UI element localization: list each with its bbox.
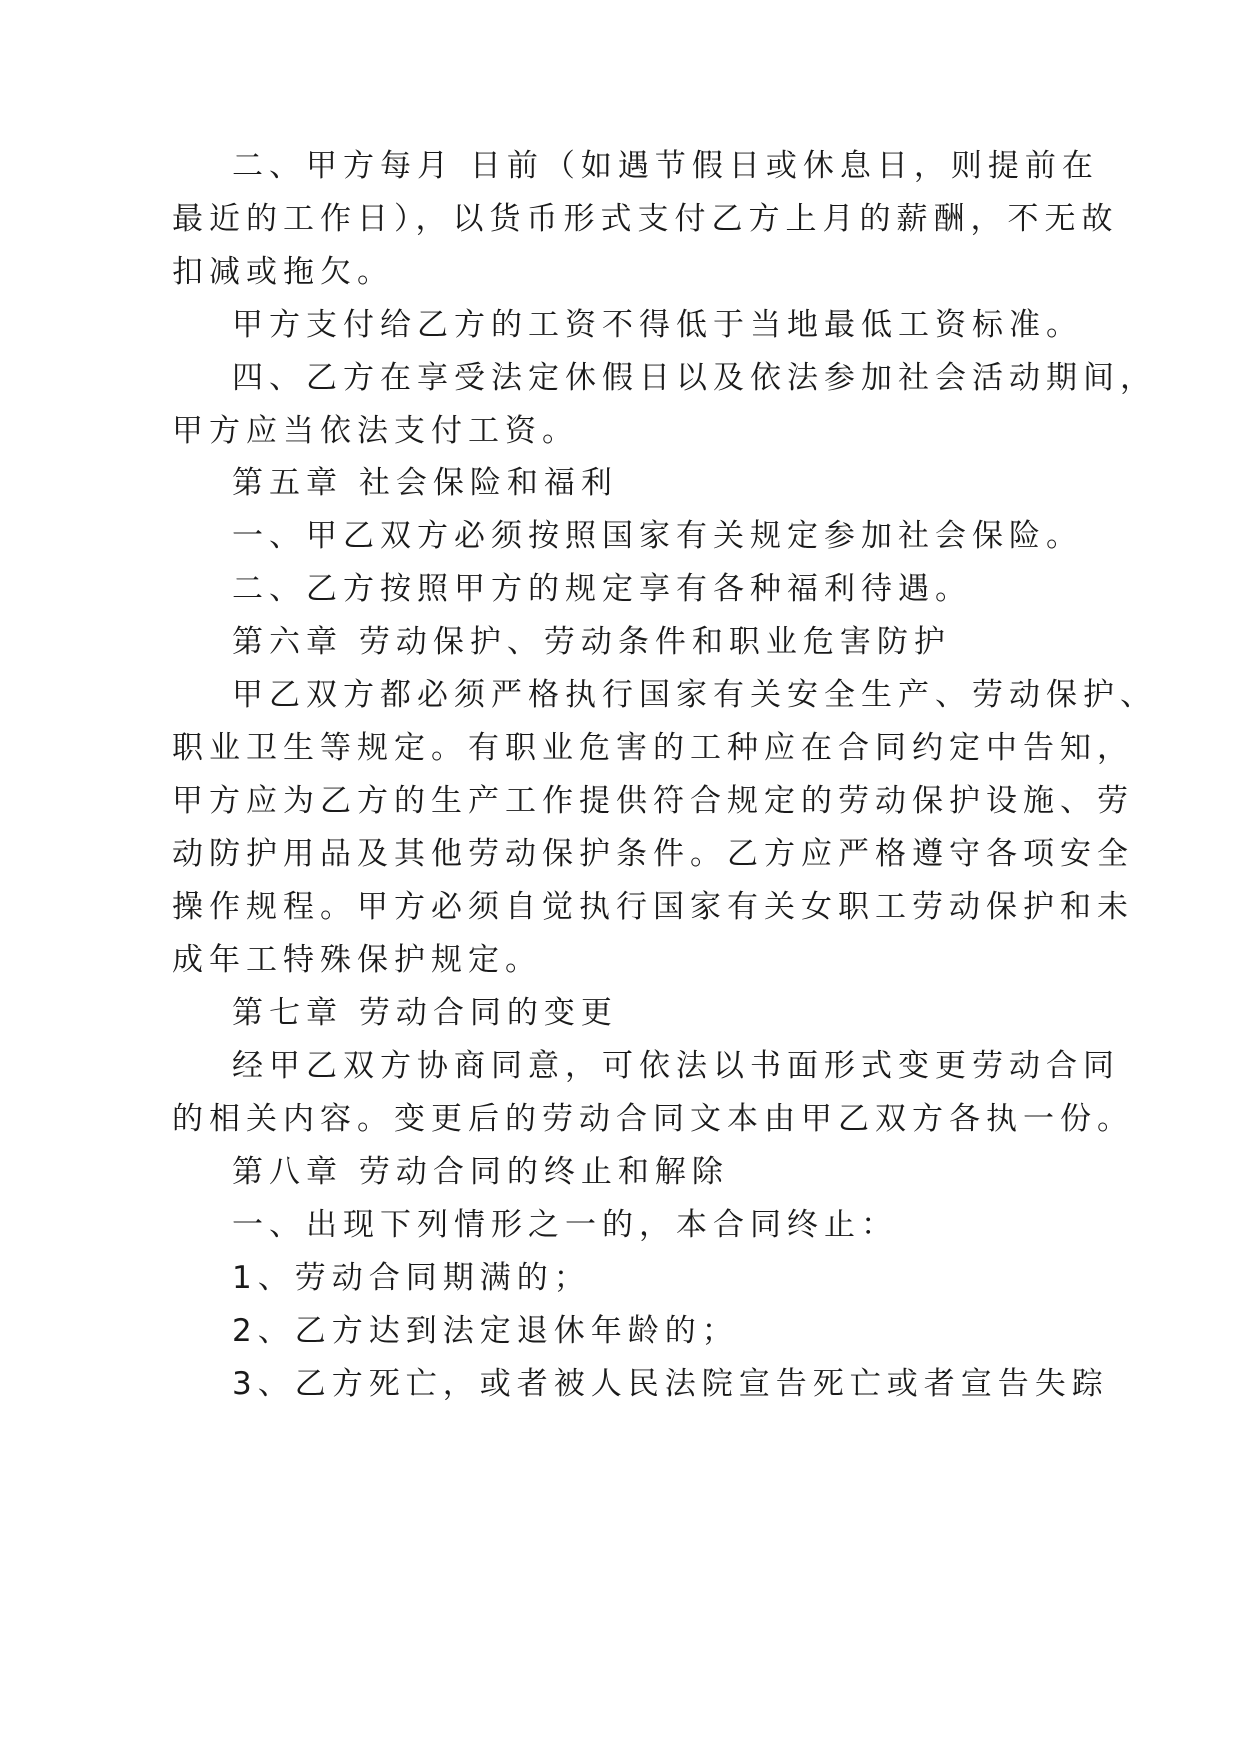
text-line: 扣减或拖欠。: [172, 254, 394, 290]
text-line: 成年工特殊保护规定。: [172, 942, 542, 978]
text-line: 甲乙双方都必须严格执行国家有关安全生产、劳动保护、: [232, 677, 1157, 713]
text-line: 甲方应当依法支付工资。: [172, 413, 579, 449]
text-line: 操作规程。甲方必须自觉执行国家有关女职工劳动保护和未: [172, 889, 1134, 925]
text-line: 动防护用品及其他劳动保护条件。乙方应严格遵守各项安全: [172, 836, 1134, 872]
list-item: 3、乙方死亡，或者被人民法院宣告死亡或者宣告失踪: [232, 1366, 1109, 1402]
text-line: 最近的工作日），以货币形式支付乙方上月的薪酬，不无故: [172, 201, 1119, 237]
text-line: 甲方支付给乙方的工资不得低于当地最低工资标准。: [232, 307, 1083, 343]
text-line: 的相关内容。变更后的劳动合同文本由甲乙双方各执一份。: [172, 1101, 1134, 1137]
chapter-heading: 第七章 劳动合同的变更: [232, 995, 618, 1031]
text-line: 经甲乙双方协商同意，可依法以书面形式变更劳动合同: [232, 1048, 1120, 1084]
text-line: 一、出现下列情形之一的，本合同终止：: [232, 1207, 898, 1243]
chapter-heading: 第五章 社会保险和福利: [232, 465, 618, 501]
text-line: 一、甲乙双方必须按照国家有关规定参加社会保险。: [232, 518, 1083, 554]
chapter-heading: 第八章 劳动合同的终止和解除: [232, 1154, 729, 1190]
list-item: 2、乙方达到法定退休年龄的；: [232, 1313, 739, 1349]
text-line: 二、乙方按照甲方的规定享有各种福利待遇。: [232, 571, 972, 607]
text-line: 职业卫生等规定。有职业危害的工种应在合同约定中告知，: [172, 730, 1134, 766]
text-line: 四、乙方在享受法定休假日以及依法参加社会活动期间，: [232, 360, 1157, 396]
list-item: 1、劳动合同期满的；: [232, 1260, 591, 1296]
chapter-heading: 第六章 劳动保护、劳动条件和职业危害防护: [232, 624, 951, 660]
text-line: 二、甲方每月 日前（如遇节假日或休息日，则提前在: [232, 148, 1099, 184]
text-line: 甲方应为乙方的生产工作提供符合规定的劳动保护设施、劳: [172, 783, 1134, 819]
